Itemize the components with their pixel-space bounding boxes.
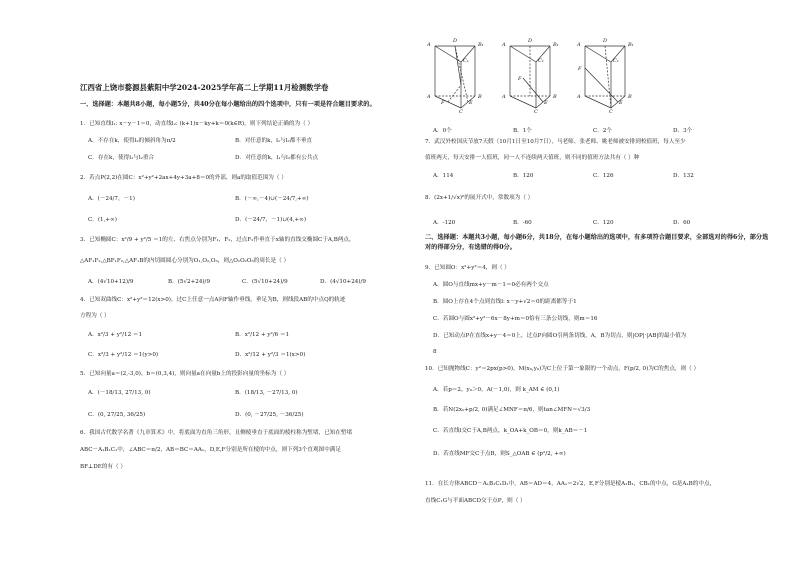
- prism-diagram-3: [575, 38, 655, 114]
- prism-figure-1: [425, 38, 505, 122]
- fig2-label-6: A: [502, 94, 506, 100]
- fig2-label-4: C₁: [538, 58, 544, 64]
- q7-stem: 7．武汉外校国庆节放7天假（10月1日至10月7日），马老师、张老师、姚老师被安排到校值班，每人至少: [425, 139, 686, 145]
- q10-option-c: C．若直线l交C于A,B两点，k_OA+k_OB＝0，则k_AB＝－1: [433, 428, 588, 434]
- prism-figure-2: [500, 38, 580, 122]
- fig2-label-9: C: [534, 109, 538, 115]
- q10-option-d: D．若直线MF交C于点B，则S_△OAB ∈ (p²/2, +∞): [433, 451, 566, 457]
- q4-option-c: C．x²/3 + y²/12 ＝1(y>0): [88, 352, 159, 358]
- q4-option-a: A．x²/3 + y²/12 ＝1: [88, 332, 143, 338]
- q8-option-c: C．120: [593, 220, 614, 226]
- q1-option-d: D．对任意的k，l₁与l₂都有公共点: [235, 155, 319, 161]
- left-column: [80, 0, 405, 562]
- fig1-label-8: B: [478, 94, 482, 100]
- fig2-label-7: E: [544, 100, 548, 106]
- q1-stem: 1．已知直线l₁: x－y－1＝0，动直线l₂: (k+1)x－ky+k＝0(k∈R)，则下列结论正确的为（ ）: [80, 121, 314, 127]
- q7-option-a: A．114: [433, 173, 454, 179]
- prism-diagram-2: [500, 38, 580, 114]
- fig1-label-3: B₁: [478, 42, 484, 48]
- q3-stem: 3．已知椭圆C：x²/9 + y²/5 ＝1的左、右焦点分别为F₁，F₂，过点F₂作垂直于x轴的直线交椭圆C于A,B两点，: [80, 237, 355, 243]
- q7-stem-2: 值班两天，每天安排一人值班，同一人不连续两天值班，则不同的值班方法共有（ ）种: [425, 155, 640, 161]
- q11-stem: 11．在长方体ABCD－A₁B₁C₁D₁中，AB＝AD＝4，AA₁＝2√2，E,F分别是棱A₁B₁，CB₁的中点，G是A₁B的中点，: [425, 481, 716, 487]
- q6-option-b: B．1个: [513, 128, 532, 134]
- fig2-label-5: F: [518, 76, 522, 82]
- q6-stem: 6．我国古代数学名著《九章算术》中，将底面为直角三角形，且侧棱垂直于底面的棱柱称为堑堵，已知在堑堵: [80, 430, 353, 436]
- fig3-label-4: F: [578, 66, 582, 72]
- section-1-heading: 一、选择题：本题共8小题，每小题5分，共40分在每小题给出的四个选项中，只有一项是符合题目要求的。: [80, 101, 376, 108]
- q6-stem-3: BF⊥DE的有（ ）: [80, 464, 126, 470]
- q6-stem-2: ABC－A₁B₁C₁中，∠ABC＝π/2，AB＝BC＝AA₁，D,E,F分别是所在棱的中点，则下列3个直观图中满足: [80, 447, 341, 453]
- q4-stem: 4．已知双曲线C：x²+y²＝12(x>0)，过C上任意一点A向F轴作垂线，垂足为B，则线段AB的中点Q的轨迹: [80, 297, 346, 303]
- q8-stem: 8．(2x+1/√x)⁶的展开式中，常数项为（ ）: [425, 195, 534, 201]
- fig3-label-2: D: [603, 38, 608, 44]
- q9-option-b: B．圆O上存在4个点到直线l: x－y+√2＝0的距离都等于1: [433, 299, 577, 305]
- fig3-label-1: A: [577, 42, 581, 48]
- q8-option-b: B．-60: [513, 220, 532, 226]
- q3-option-d: D．(4√10+24)/9: [320, 279, 366, 285]
- q9-option-c: C．若圆O与圆x²+y²－6x－8y+m＝0恰有三条公切线，则m＝16: [433, 316, 598, 322]
- q5-option-a: A．(－18/13, 27/13, 0): [88, 390, 151, 396]
- q9-stem: 9．已知圆O：x²+y²＝4，则（ ）: [425, 265, 510, 271]
- prism-figure-3: [575, 38, 655, 122]
- right-column: [425, 0, 770, 562]
- q6-option-d: D．3个: [673, 128, 693, 134]
- q2-option-a: A．(－24/7，－1): [88, 196, 135, 202]
- fig2-label-8: B: [553, 94, 557, 100]
- q8-option-a: A．-120: [433, 220, 456, 226]
- q3-option-c: C．(5√10+24)/9: [242, 279, 288, 285]
- q6-option-a: A．0个: [433, 128, 452, 134]
- fig1-label-5: A: [427, 94, 431, 100]
- q1-option-b: B．对任意的k，l₁与l₂都不垂直: [235, 138, 313, 144]
- q10-stem: 10．已知抛物线C：y²＝2px(p>0)，M(x₀,y₀)为C上位于第一象限的一个动点，F(p/2, 0)为C的焦点，则（ ）: [425, 366, 700, 372]
- fig2-label-1: A: [502, 42, 506, 48]
- prism-figures: [425, 38, 770, 126]
- section-2-heading: 二、选择题：本题共3小题，每小题6分，共18分，在每小题给出的选项中，有多项符合题目要求，全部选对的得6分，部分选对的得部分分，有选错的得0分。: [425, 234, 769, 251]
- q4-option-d: D．x²/12 + y²/3 ＝1(x>0): [235, 352, 306, 358]
- q5-option-b: B．(18/13, －27/13, 0): [235, 390, 298, 396]
- q3-option-a: A．(4√10+12)/9: [88, 279, 134, 285]
- q11-stem-2: 直线C₁G与平面ABCD交于点P，则（ ）: [425, 498, 526, 504]
- fig1-label-1: A: [427, 42, 431, 48]
- q2-option-c: C．(1,+∞): [88, 217, 117, 223]
- fig3-label-8: B: [628, 94, 632, 100]
- q7-option-d: D．132: [673, 173, 694, 179]
- q7-option-c: C．126: [593, 173, 614, 179]
- fig1-label-2: D: [453, 38, 458, 44]
- fig3-label-9: C: [609, 109, 613, 115]
- fig1-label-6: F: [441, 100, 445, 106]
- exam-title: 江西省上饶市婺源县紫阳中学2024-2025学年高二上学期11月检测数学卷: [80, 83, 329, 92]
- fig1-label-9: C: [459, 109, 463, 115]
- q1-option-c: C．存在k，使得l₁与l₂重合: [88, 155, 155, 161]
- fig1-label-4: C₁: [463, 58, 469, 64]
- q1-option-a: A．不存在k，使得l₂的倾斜角为π/2: [88, 138, 176, 144]
- fig3-label-7: E: [619, 100, 623, 106]
- q5-option-c: C．(0, 27/25, 36/25): [88, 412, 146, 418]
- q7-option-b: B．120: [513, 173, 534, 179]
- q3-option-b: B．(5√2+24)/9: [168, 279, 210, 285]
- q10-option-a: A．若p＝2，y₀＞0，A(－1,0)，则 k_AM ∈ (0,1): [433, 387, 560, 393]
- q2-option-b: B．(－∞,－4)∪(－24/7,+∞): [235, 196, 309, 202]
- q9-option-d-cont: 8: [433, 349, 437, 355]
- q4-option-b: B．x²/12 + y²/6 ＝1: [235, 332, 290, 338]
- prism-diagram-1: [425, 38, 505, 114]
- q5-option-d: D．(0, －27/25, －36/25): [235, 412, 304, 418]
- q2-stem: 2．若点P(2,2)在圆C：x²+y²+2ax+4y+3a+8＝0的外部，则a的取值范围为（ ）: [80, 175, 287, 181]
- q8-option-d: D．60: [673, 220, 691, 226]
- fig1-label-7: E: [469, 100, 473, 106]
- q3-stem-2: △AF₁F₂,△BF₁F₂,△AF₁B的内切圆圆心分别为O₁,O₂,O₃，则△O₁O₂O₃的周长是（ ）: [80, 258, 290, 264]
- fig3-label-3: B₁: [628, 42, 634, 48]
- q2-option-d: D．(－24/7，－1)∪(4,+∞): [235, 217, 307, 223]
- fig2-label-2: D: [528, 38, 533, 44]
- q9-option-a: A．圆O与直线mx+y－m－1＝0必有两个交点: [433, 282, 549, 288]
- fig2-label-3: B₁: [553, 42, 559, 48]
- fig3-label-6: A: [577, 94, 581, 100]
- q5-stem: 5．已知向量a＝(2,-3,0)，b＝(0,3,4)，则向量a在向量b上的投影向量的坐标为（ ）: [80, 371, 290, 377]
- q10-option-b: B．若N(2x₀+p/2, 0)满足∠MNF＝π/6，则tan∠MFN＝√3/3: [433, 407, 591, 413]
- q4-stem-2: 方程为（ ）: [80, 313, 110, 319]
- fig3-label-5: C₁: [613, 58, 619, 64]
- q6-option-c: C．2个: [593, 128, 613, 134]
- q9-option-d: D．已知动点P在直线x+y－4＝0上，过点P向圆O引两条切线，A，B为切点，则|OP|·|AB|的最小值为: [433, 333, 687, 339]
